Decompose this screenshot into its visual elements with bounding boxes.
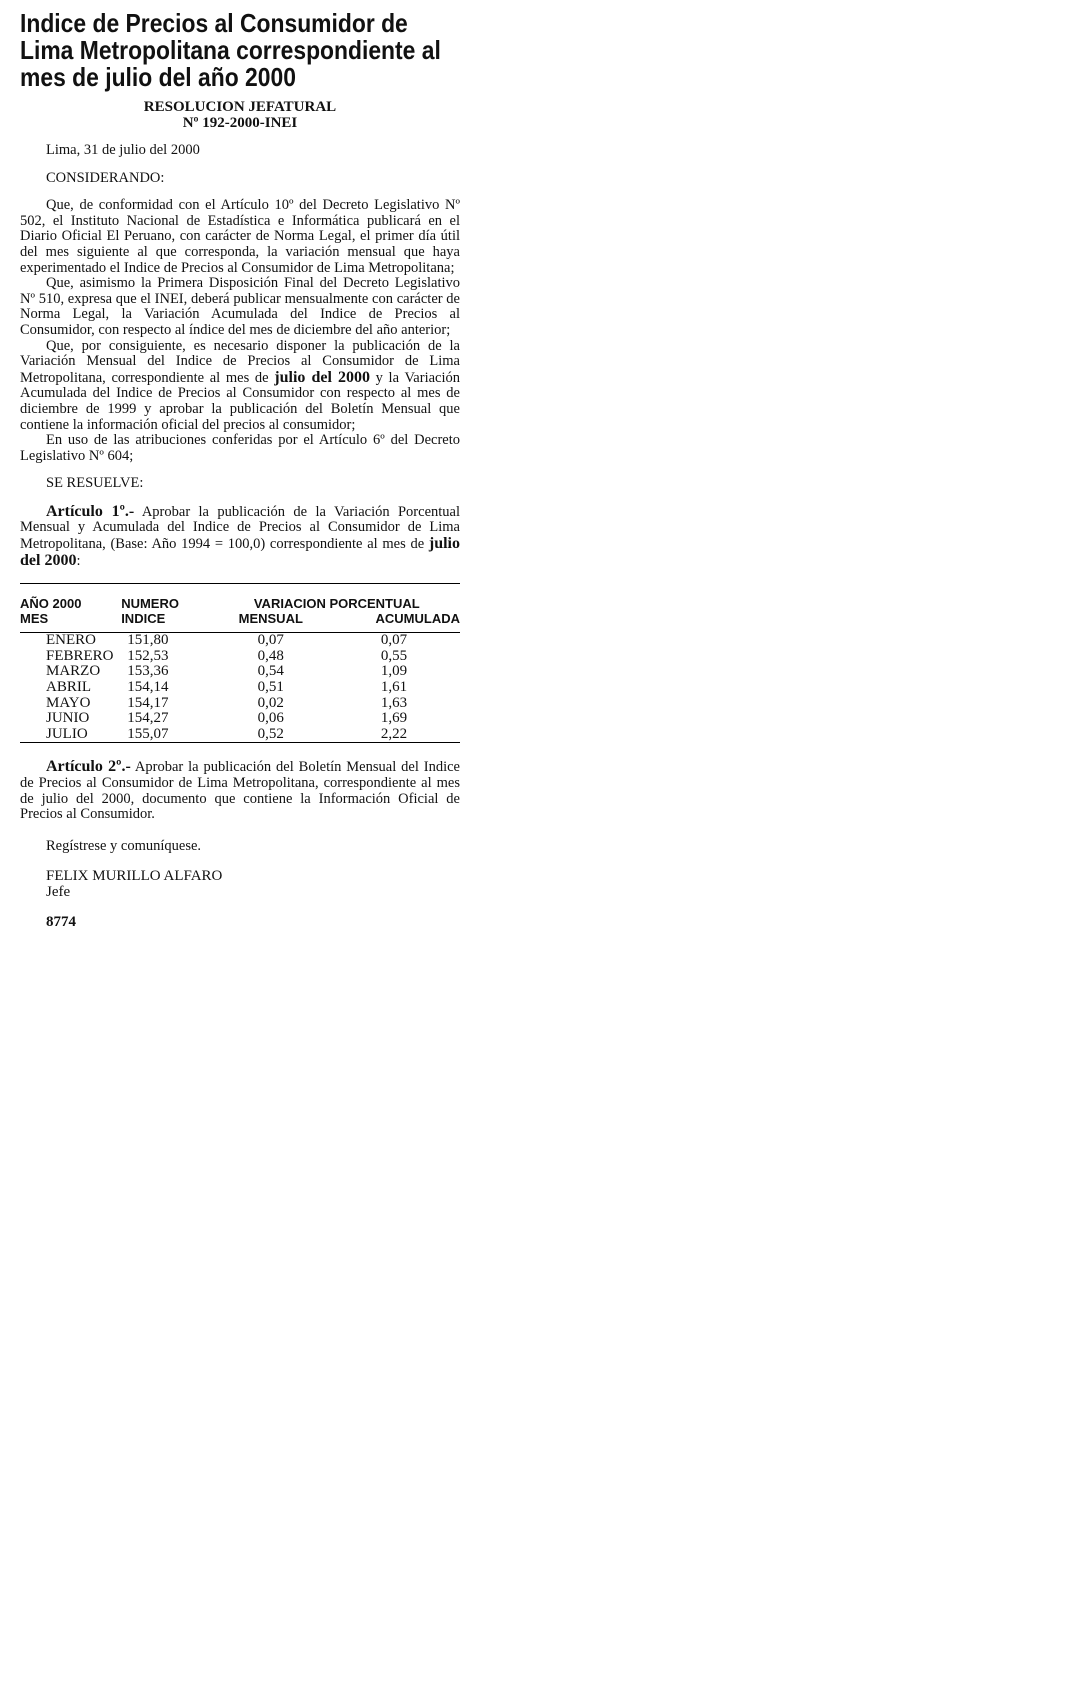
cell-mes: JUNIO — [46, 710, 90, 727]
table-row — [20, 664, 460, 680]
cell-acumulada: 1,09 — [380, 663, 408, 680]
table-row — [20, 727, 460, 743]
cell-indice: 154,14 — [127, 679, 169, 696]
paragraph-3 — [20, 339, 460, 434]
cell-mensual: 0,48 — [257, 647, 284, 664]
cell-indice: 151,80 — [127, 632, 169, 649]
cell-acumulada: 0,07 — [380, 632, 408, 649]
articulo-1-label: Artículo 1º.- — [46, 502, 135, 520]
articulo-2-text: Aprobar la publicación del Boletín Mensual del Indice de Precios al Consumidor de Lima Metropolitana, correspondiente al mes de julio del 2000, documento que contiene la Información Oficial de Precios al Consumidor. — [20, 759, 460, 823]
se-resuelve-heading: SE RESUELVE: — [46, 475, 144, 492]
cell-acumulada: 1,61 — [380, 679, 408, 696]
paragraph-3-text-a: Que, por consiguiente, es necesario disponer la publicación de la Variación Mensual del Indice de Precios al Consumidor de Lima Metropolitana, correspondiente al mes de — [20, 337, 460, 386]
articulo-2-label: Artículo 2º.- — [46, 758, 131, 776]
document-number: 8774 — [46, 914, 76, 931]
resolution-heading — [20, 99, 460, 131]
cell-mensual: 0,52 — [257, 725, 284, 742]
cell-mensual: 0,51 — [257, 679, 284, 696]
table-row — [20, 649, 460, 665]
header-acumulada: ACUMULADA — [375, 611, 460, 627]
header-indice: INDICE — [121, 611, 166, 627]
cell-acumulada: 1,69 — [380, 710, 408, 727]
cell-indice: 154,17 — [127, 694, 169, 711]
resolution-type: RESOLUCION JEFATURAL — [143, 99, 337, 115]
cell-mes: ENERO — [46, 632, 96, 649]
signatory-title: Jefe — [46, 884, 71, 901]
cell-mes: JULIO — [46, 725, 88, 742]
ipc-table — [20, 583, 460, 743]
cell-mes: MAYO — [46, 694, 91, 711]
header-mensual: MENSUAL — [238, 611, 303, 627]
paragraph-4: En uso de las atribuciones conferidas por el Artículo 6º del Decreto Legislativo Nº 604; — [20, 432, 460, 464]
resolution-number: Nº 192-2000-INEI — [182, 115, 298, 131]
table-header-row-1 — [20, 596, 460, 611]
cell-indice: 154,27 — [127, 710, 169, 727]
table-row — [20, 696, 460, 712]
considerando-heading: CONSIDERANDO: — [46, 169, 165, 186]
cell-mes: MARZO — [46, 663, 101, 680]
cell-indice: 152,53 — [127, 647, 169, 664]
articulo-1-text-b: : — [76, 552, 81, 569]
header-mes: MES — [20, 611, 49, 627]
table-row — [20, 680, 460, 696]
document-column — [20, 10, 460, 930]
cell-acumulada: 0,55 — [380, 647, 408, 664]
cell-mensual: 0,06 — [257, 710, 284, 727]
header-variacion: VARIACION PORCENTUAL — [253, 596, 420, 612]
articulo-1 — [20, 504, 460, 569]
cell-mensual: 0,54 — [257, 663, 284, 680]
cell-mensual: 0,07 — [257, 632, 284, 649]
table-row — [20, 633, 460, 649]
table-body — [20, 633, 460, 743]
paragraph-2: Que, asimismo la Primera Disposición Final del Decreto Legislativo Nº 510, expresa que el INEI, deberá publicar mensualmente con carácter de Norma Legal, la Variación Acumulada del Indice de Precios al Consumidor, con respecto al índice del mes de diciembre del año anterior; — [20, 275, 460, 338]
paragraph-1: Que, de conformidad con el Artículo 10º del Decreto Legislativo Nº 502, el Instituto Nacional de Estadística e Informática publicará en el Diario Oficial El Peruano, con carácter de Norma Legal, el primer día útil del mes siguiente al que corresponda, la variación mensual que haya experimentado el Indice de Precios al Consumidor de Lima Metropolitana; — [20, 197, 460, 276]
signatory-name: FELIX MURILLO ALFARO — [46, 868, 223, 885]
cell-mes: FEBRERO — [46, 647, 114, 664]
cell-mes: ABRIL — [46, 679, 91, 696]
paragraph-3-bold: julio del 2000 — [274, 368, 370, 386]
cell-mensual: 0,02 — [257, 694, 284, 711]
articulo-2 — [20, 759, 460, 822]
table-header-row-2 — [20, 611, 460, 626]
header-ano: AÑO 2000 — [20, 596, 82, 612]
page-title: Indice de Precios al Consumidor de Lima Metropolitana correspondiente al mes de julio del año 2000 — [20, 8, 441, 92]
header-numero: NUMERO — [121, 596, 179, 612]
paragraph-3-text-b: y la Variación Acumulada del Indice de Precios al Consumidor con respecto al mes de diciembre de 1999 y aprobar la publicación del Boletín Mensual que contiene la información oficial del precios al consumidor; — [20, 369, 460, 433]
articulo-1-bold: julio del 2000 — [20, 535, 460, 569]
place-date: Lima, 31 de julio del 2000 — [46, 142, 200, 158]
table-row — [20, 711, 460, 727]
cell-acumulada: 2,22 — [380, 725, 408, 742]
closing: Regístrese y comuníquese. — [46, 837, 202, 854]
cell-acumulada: 1,63 — [380, 694, 408, 711]
articulo-1-text-a: Aprobar la publicación de la Variación Porcentual Mensual y Acumulada del Indice de Precios al Consumidor de Lima Metropolitana, (Base: Año 1994 = 100,0) correspondiente al mes de — [20, 503, 461, 553]
cell-indice: 155,07 — [127, 725, 169, 742]
cell-indice: 153,36 — [127, 663, 169, 680]
